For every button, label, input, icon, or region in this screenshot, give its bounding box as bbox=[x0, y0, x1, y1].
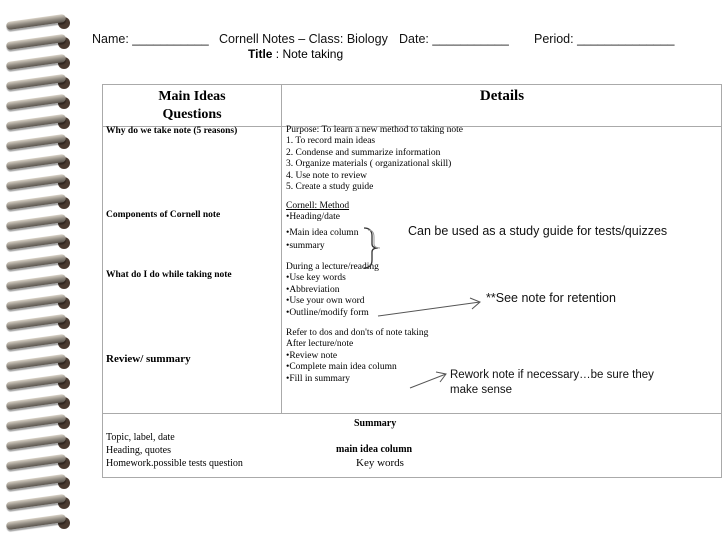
study-guide-note: Can be used as a study guide for tests/quizzes bbox=[408, 224, 668, 238]
spiral-ring bbox=[0, 34, 80, 54]
retention-note: **See note for retention bbox=[486, 291, 616, 305]
spiral-ring bbox=[0, 354, 80, 374]
details-heading: Details bbox=[479, 88, 525, 104]
ring-wire bbox=[6, 494, 67, 510]
spiral-ring bbox=[0, 154, 80, 174]
spiral-ring bbox=[0, 194, 80, 214]
ring-wire bbox=[6, 154, 67, 170]
ring-wire bbox=[6, 134, 67, 150]
rework-note bbox=[450, 368, 654, 398]
detail-line: •Heading/date bbox=[286, 212, 340, 223]
period-field: Period: ______________ bbox=[534, 32, 675, 46]
ring-wire bbox=[6, 94, 67, 110]
summary-line: Topic, label, date bbox=[106, 432, 175, 443]
arrow-rework bbox=[404, 370, 450, 392]
arrow-retention bbox=[370, 296, 490, 320]
column-divider bbox=[281, 84, 282, 413]
detail-line: During a lecture/reading bbox=[286, 262, 379, 272]
ring-wire bbox=[6, 514, 67, 530]
spiral-ring bbox=[0, 254, 80, 274]
spiral-ring bbox=[0, 334, 80, 354]
detail-line: After lecture/note bbox=[286, 339, 354, 350]
title-label: Title bbox=[248, 47, 273, 61]
ring-wire bbox=[6, 434, 67, 450]
name-field: Name: ___________ bbox=[92, 32, 209, 46]
spiral-ring bbox=[0, 494, 80, 514]
detail-line: •Use your own word bbox=[286, 296, 365, 307]
ring-wire bbox=[6, 334, 67, 350]
ring-wire bbox=[6, 174, 67, 190]
spiral-ring bbox=[0, 374, 80, 394]
summary-key-words: Key words bbox=[356, 457, 404, 469]
summary-line: Homework.possible tests question bbox=[106, 458, 243, 469]
ring-wire bbox=[6, 394, 67, 410]
detail-line: 4. Use note to review bbox=[286, 170, 367, 181]
detail-line: 2. Condense and summarize information bbox=[286, 147, 441, 158]
ring-wire bbox=[6, 74, 67, 90]
ring-wire bbox=[6, 314, 67, 330]
main-ideas-heading-line2: Questions bbox=[162, 107, 222, 122]
spiral-ring bbox=[0, 394, 80, 414]
detail-line: •Use key words bbox=[286, 273, 346, 284]
ring-wire bbox=[6, 414, 67, 430]
spiral-ring bbox=[0, 474, 80, 494]
details-while bbox=[286, 262, 379, 319]
ring-wire bbox=[6, 474, 67, 490]
ring-wire bbox=[6, 294, 67, 310]
row-label-components: Components of Cornell note bbox=[106, 210, 221, 220]
date-field: Date: ___________ bbox=[399, 32, 509, 46]
spiral-binding bbox=[0, 14, 80, 534]
class-field: Cornell Notes – Class: Biology bbox=[219, 32, 388, 46]
row-label-why: Why do we take note (5 reasons) bbox=[106, 126, 238, 136]
spiral-ring bbox=[0, 434, 80, 454]
spiral-ring bbox=[0, 134, 80, 154]
main-ideas-heading bbox=[102, 88, 282, 124]
brace-mark bbox=[360, 226, 390, 270]
main-ideas-heading-line1: Main Ideas bbox=[158, 89, 226, 104]
ring-wire bbox=[6, 194, 67, 210]
summary-line: Heading, quotes bbox=[106, 445, 171, 456]
ring-wire bbox=[6, 114, 67, 130]
detail-line: Refer to dos and don'ts of note taking bbox=[286, 328, 429, 338]
spiral-ring bbox=[0, 274, 80, 294]
spiral-ring bbox=[0, 174, 80, 194]
spiral-ring bbox=[0, 54, 80, 74]
ring-wire bbox=[6, 354, 67, 370]
detail-line: 5. Create a study guide bbox=[286, 182, 374, 193]
summary-divider bbox=[102, 413, 722, 414]
spiral-ring bbox=[0, 74, 80, 94]
spiral-ring bbox=[0, 294, 80, 314]
ring-wire bbox=[6, 14, 67, 30]
spiral-ring bbox=[0, 314, 80, 334]
row-label-review: Review/ summary bbox=[106, 353, 191, 365]
spiral-ring bbox=[0, 214, 80, 234]
spiral-ring bbox=[0, 234, 80, 254]
ring-wire bbox=[6, 234, 67, 250]
ring-wire bbox=[6, 214, 67, 230]
detail-line: 1. To record main ideas bbox=[286, 136, 376, 147]
summary-heading: Summary bbox=[354, 418, 397, 429]
row-label-while: What do I do while taking note bbox=[106, 270, 232, 280]
ring-wire bbox=[6, 254, 67, 270]
ring-wire bbox=[6, 54, 67, 70]
detail-line: •Abbreviation bbox=[286, 284, 340, 295]
spiral-ring bbox=[0, 114, 80, 134]
detail-line: Cornell: Method bbox=[286, 201, 350, 211]
spiral-ring bbox=[0, 94, 80, 114]
ring-wire bbox=[6, 34, 67, 50]
summary-left bbox=[106, 431, 243, 470]
rework-note-line1: Rework note if necessary…be sure they bbox=[450, 369, 654, 381]
summary-main-idea: main idea column bbox=[336, 444, 413, 455]
title-value: : Note taking bbox=[272, 47, 344, 61]
detail-line: •Fill in summary bbox=[286, 373, 351, 384]
detail-line: •Review note bbox=[286, 350, 338, 361]
detail-line: •summary bbox=[286, 241, 325, 252]
detail-line: •Main idea column bbox=[286, 227, 359, 238]
spiral-ring bbox=[0, 14, 80, 34]
ring-wire bbox=[6, 454, 67, 470]
ring-wire bbox=[6, 374, 67, 390]
rework-note-line2: make sense bbox=[450, 384, 513, 396]
detail-line: •Outline/modify form bbox=[286, 307, 369, 318]
spiral-ring bbox=[0, 414, 80, 434]
detail-line: 3. Organize materials ( organizational skill) bbox=[286, 159, 452, 170]
detail-line: Purpose: To learn a new method to taking note bbox=[286, 125, 463, 135]
spiral-ring bbox=[0, 454, 80, 474]
detail-line: •Complete main idea column bbox=[286, 362, 397, 373]
details-why bbox=[286, 125, 463, 193]
spiral-ring bbox=[0, 514, 80, 534]
ring-wire bbox=[6, 274, 67, 290]
title-line bbox=[248, 47, 343, 61]
details-components bbox=[286, 201, 358, 253]
